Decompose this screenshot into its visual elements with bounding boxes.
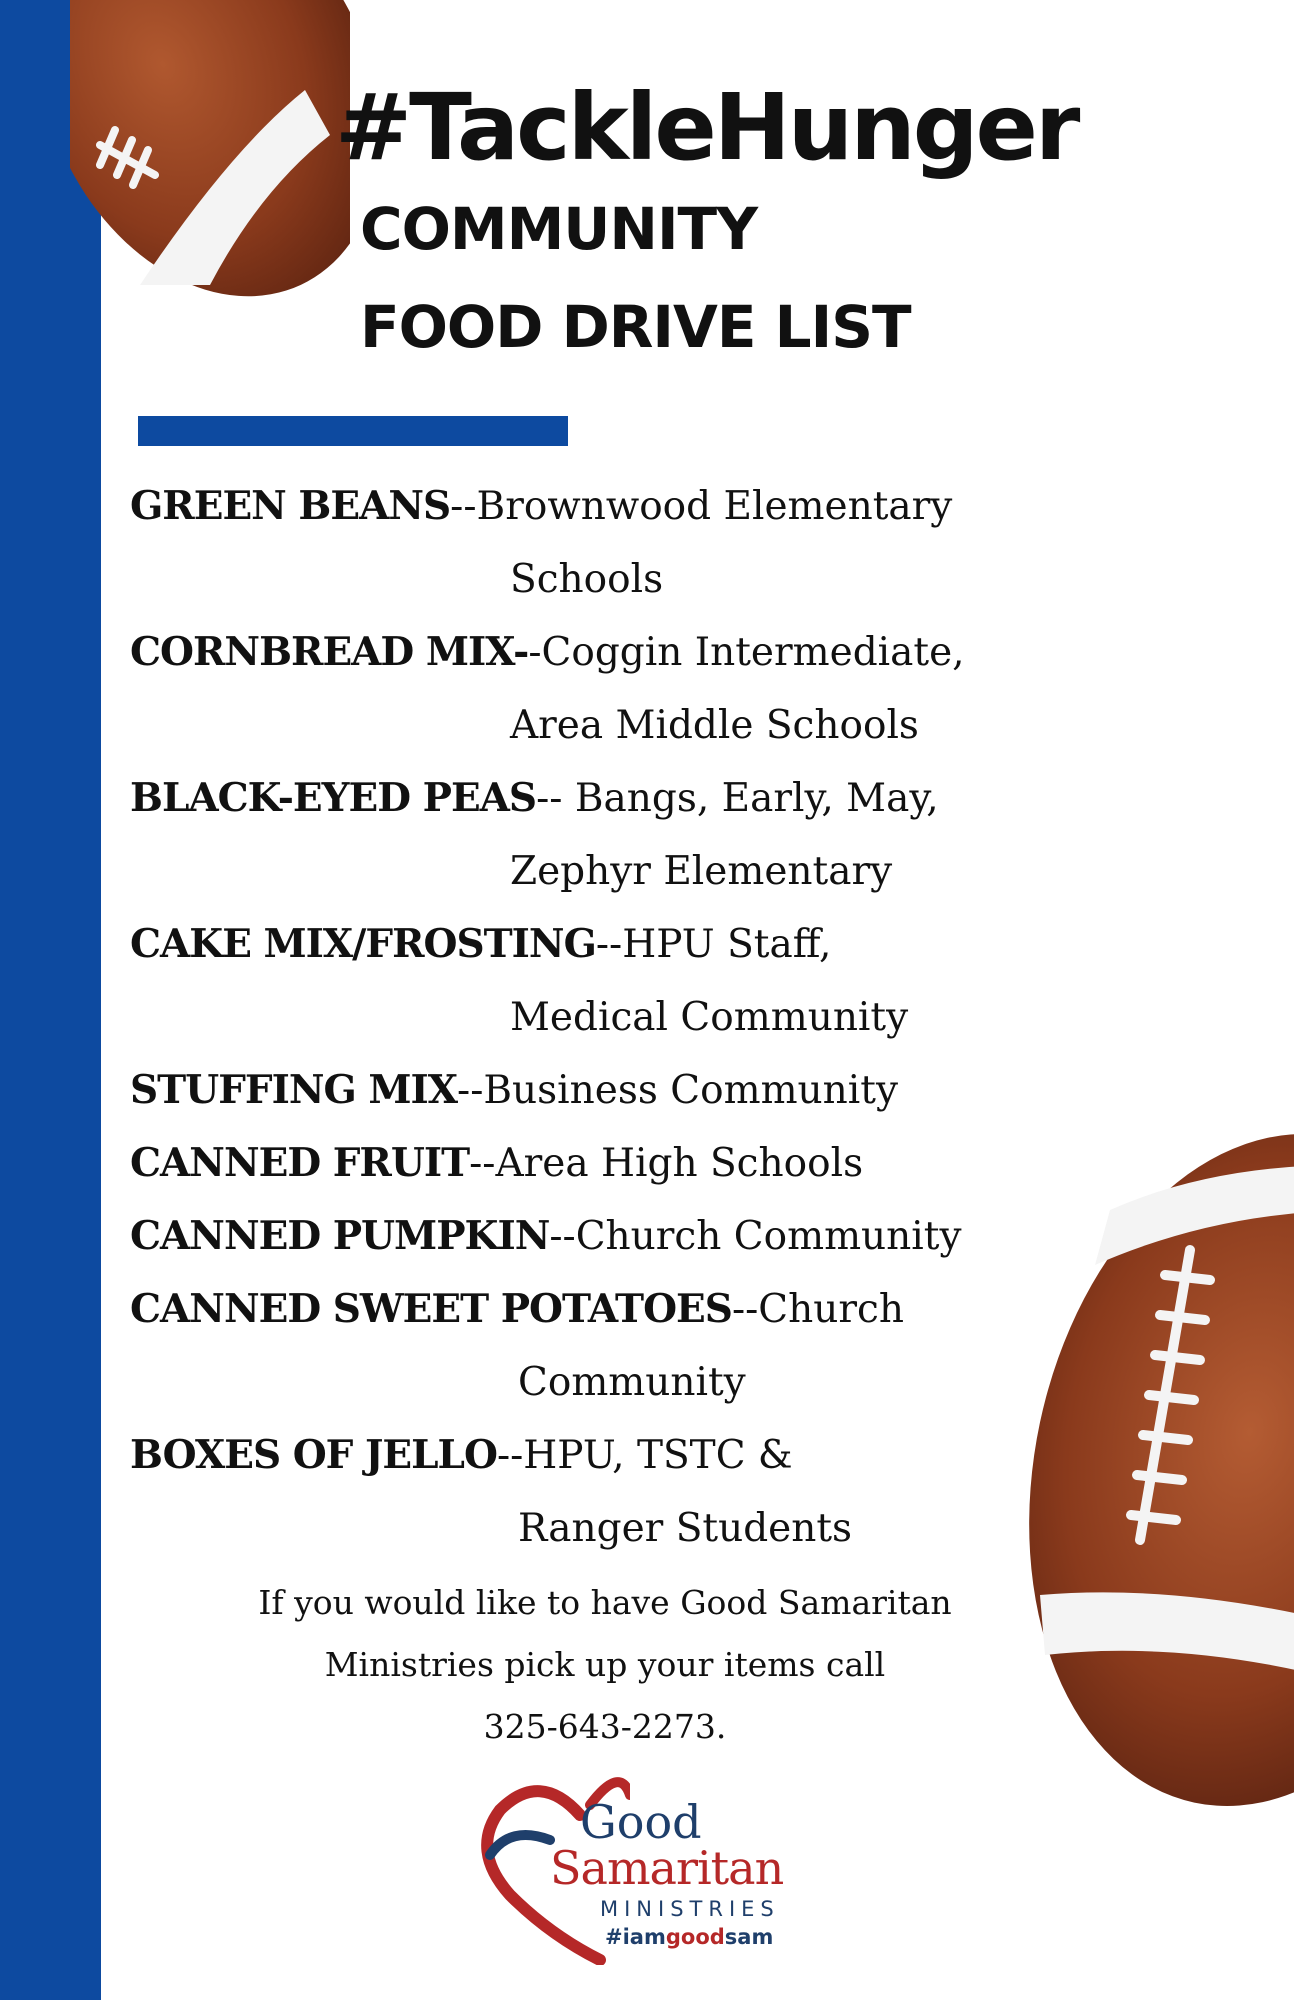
list-item [130,1054,1090,1127]
list-item [130,908,1090,981]
item-name: CANNED SWEET POTATOES [130,1286,732,1332]
item-separator: - [528,630,542,675]
football-icon [70,0,350,320]
subtitle-community: COMMUNITY [360,195,758,263]
list-item [130,1127,1090,1200]
pickup-note-line: If you would like to have Good Samaritan [258,1583,952,1622]
logo-hashtag [605,1927,773,1948]
item-group: Coggin Intermediate, [541,630,965,675]
item-group: Bangs, Early, May, [574,776,939,821]
item-group: Church Community [575,1214,962,1259]
pickup-note-line: Ministries pick up your items call [324,1645,886,1684]
list-item [130,470,1090,543]
item-group-continued: Ranger Students [518,1506,853,1551]
item-separator: -- [450,484,477,529]
item-name: BLACK-EYED PEAS [130,775,537,821]
item-separator: -- [549,1214,576,1259]
good-samaritan-logo [470,1765,830,1965]
item-group: HPU Staff, [622,922,832,967]
item-group: HPU, TSTC & [523,1433,793,1478]
page-title: #TackleHunger [335,74,1078,181]
logo-hashtag-highlight: good [665,1925,725,1949]
item-name: BOXES OF JELLO [130,1432,497,1478]
item-group: Brownwood Elementary [476,484,953,529]
item-group-continued: Community [518,1360,746,1405]
subtitle-food-drive-list: FOOD DRIVE LIST [360,293,911,361]
item-separator: -- [457,1068,484,1113]
item-group: Area High Schools [495,1141,864,1186]
item-group-continued: Schools [510,557,664,602]
item-group-continued: Area Middle Schools [510,703,919,748]
list-item [130,1200,1090,1273]
phone-number: 325-643-2273. [483,1707,727,1746]
list-item [130,616,1090,689]
item-name: CAKE MIX/FROSTING [130,921,596,967]
list-item [130,1273,1090,1346]
item-name: STUFFING MIX [130,1067,458,1113]
item-separator: -- [595,922,623,967]
item-separator: -- [496,1433,524,1478]
food-drive-list [130,470,1090,1565]
list-item [130,1419,1090,1492]
item-name: GREEN BEANS [130,483,451,529]
item-separator: -- [469,1141,496,1186]
logo-hashtag-suffix: sam [724,1925,774,1949]
title-underline-bar [138,416,568,446]
logo-word-good: Good [580,1795,702,1849]
list-item [130,762,1090,835]
item-separator: -- [731,1287,759,1332]
item-name: CORNBREAD MIX- [130,629,529,675]
item-group-continued: Zephyr Elementary [510,849,893,894]
item-group: Church [758,1287,904,1332]
pickup-note [150,1572,1060,1758]
logo-word-ministries: MINISTRIES [600,1897,780,1921]
logo-hashtag-prefix: #iam [605,1925,666,1949]
item-name: CANNED PUMPKIN [130,1213,550,1259]
item-separator: -- [536,776,575,821]
item-group-continued: Medical Community [510,995,909,1040]
item-name: CANNED FRUIT [130,1140,470,1186]
item-group: Business Community [483,1068,898,1113]
logo-word-samaritan: Samaritan [550,1841,784,1895]
